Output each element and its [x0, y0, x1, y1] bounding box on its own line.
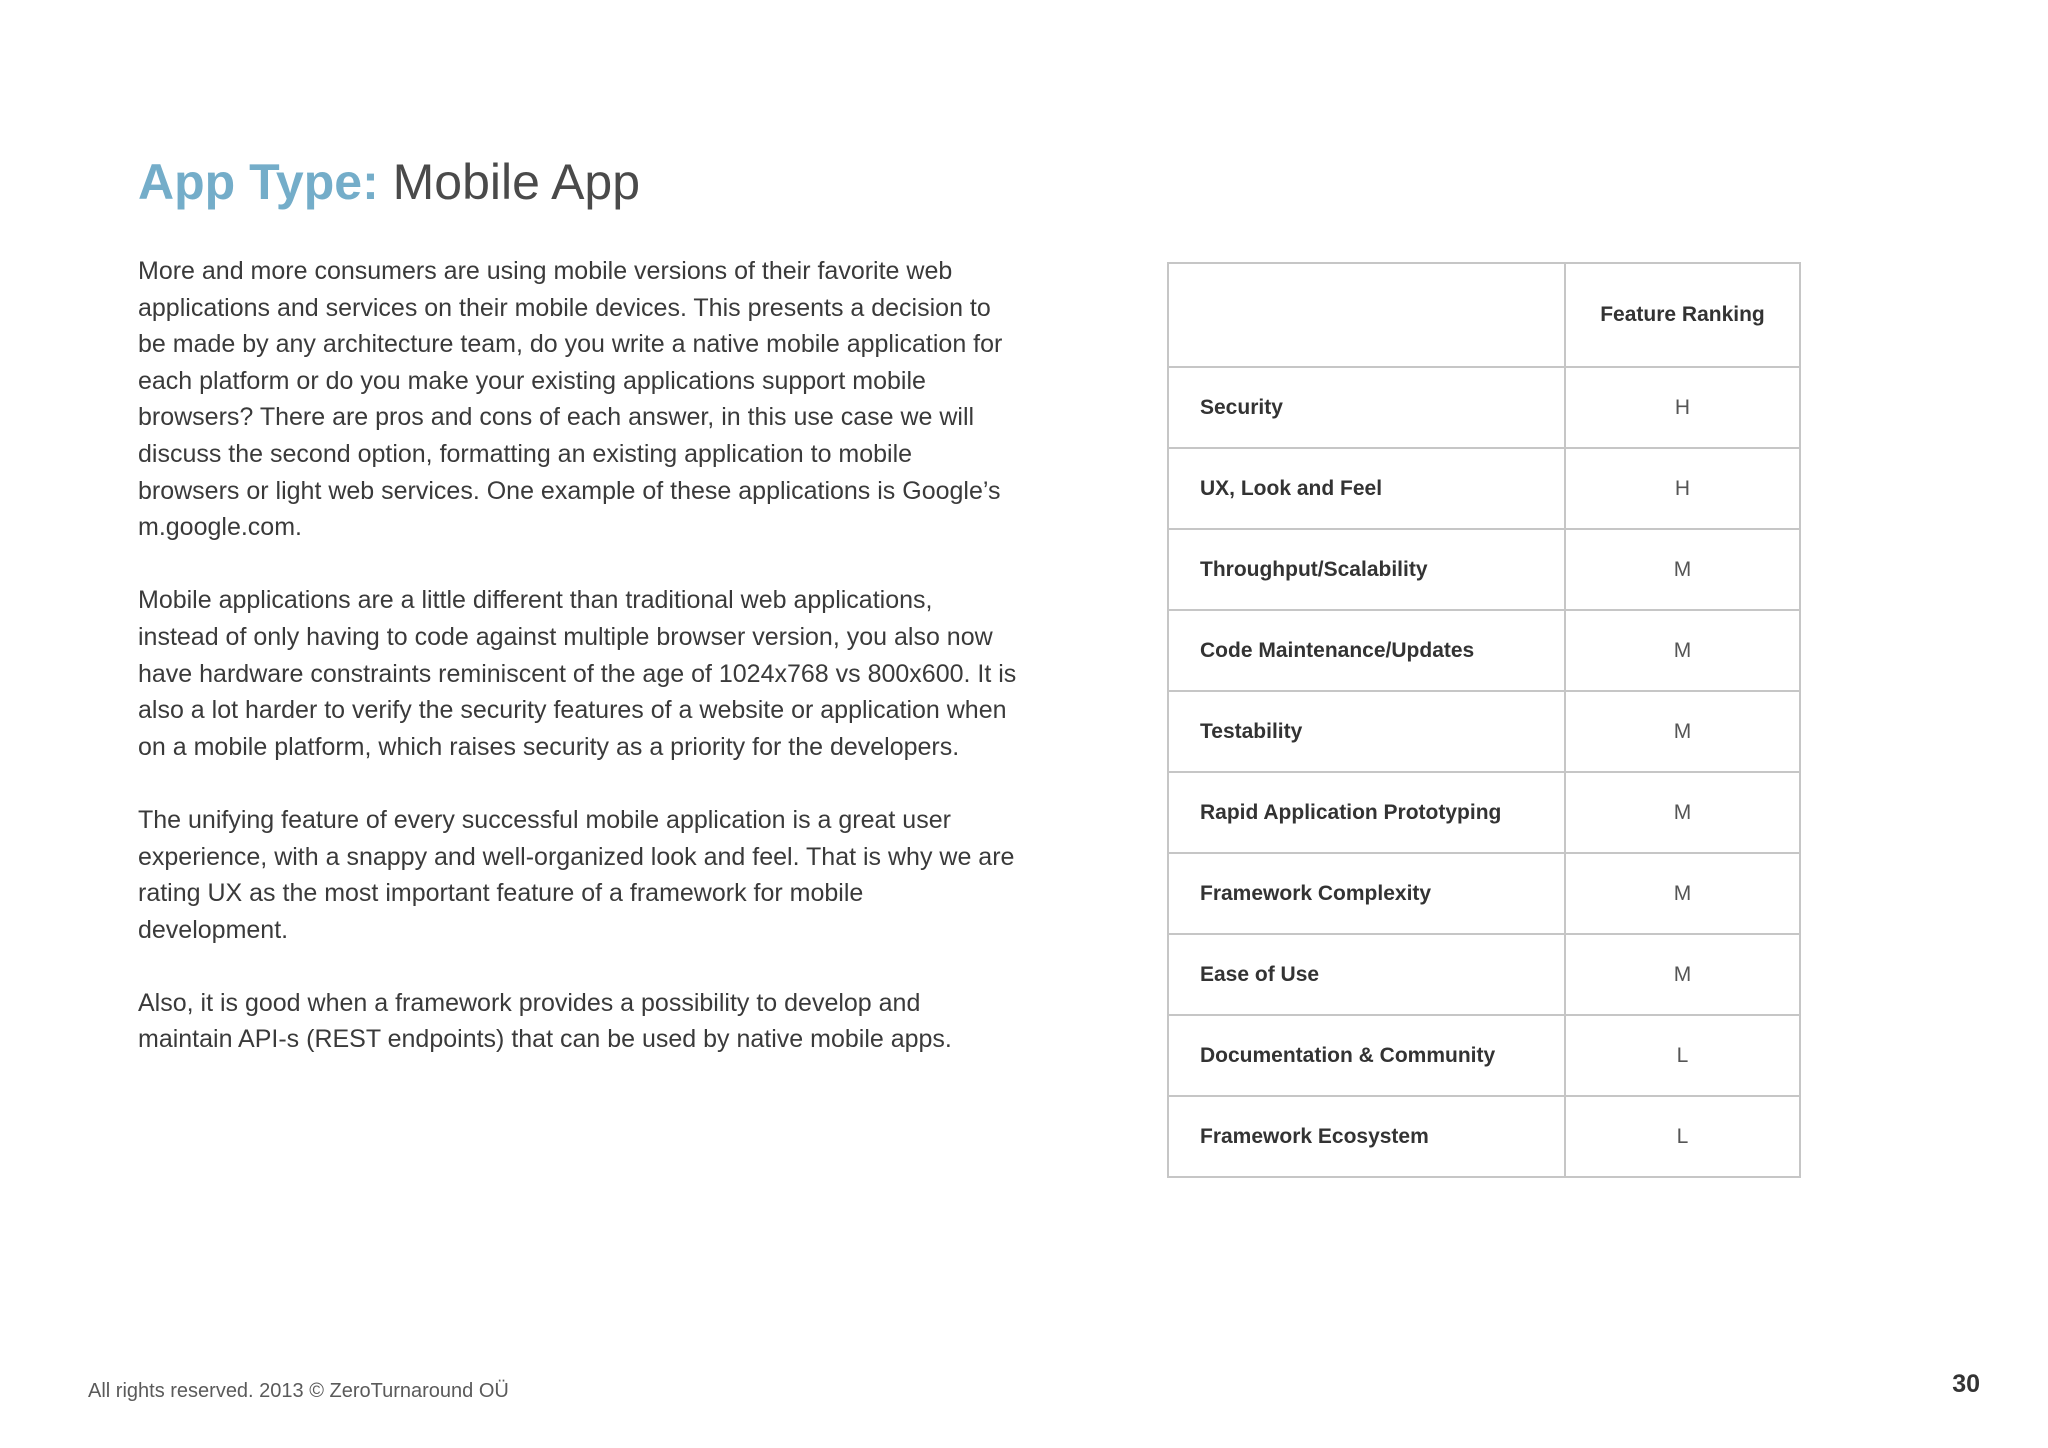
feature-rank-cell: M: [1565, 934, 1800, 1015]
feature-rank-cell: M: [1565, 853, 1800, 934]
table-row: [1168, 691, 1800, 772]
table-row: [1168, 772, 1800, 853]
feature-rank-cell: L: [1565, 1096, 1800, 1177]
feature-rank-cell: H: [1565, 448, 1800, 529]
feature-rank-cell: M: [1565, 610, 1800, 691]
feature-name-cell: Security: [1168, 367, 1565, 448]
table-row: [1168, 367, 1800, 448]
paragraph: The unifying feature of every successful mobile application is a great user experience, with a snappy and well-organized look and feel. That is why we are rating UX as the most important feature of a framework for mobile development.: [138, 805, 1015, 944]
feature-rank-cell: M: [1565, 529, 1800, 610]
feature-ranking-table: [1167, 262, 1801, 1178]
body-text: [138, 253, 1018, 1095]
feature-name-cell: Testability: [1168, 691, 1565, 772]
page-title: [138, 150, 640, 214]
paragraph: Also, it is good when a framework provides a possibility to develop and maintain API-s (REST endpoints) that can be used by native mobile apps.: [138, 988, 952, 1054]
feature-name-cell: Framework Ecosystem: [1168, 1096, 1565, 1177]
page-number: 30: [1952, 1370, 1980, 1398]
feature-name-cell: UX, Look and Feel: [1168, 448, 1565, 529]
feature-rank-cell: L: [1565, 1015, 1800, 1096]
footer-copyright: All rights reserved. 2013 © ZeroTurnaround OÜ: [88, 1380, 509, 1402]
table-row: [1168, 1096, 1800, 1177]
paragraph: Mobile applications are a little different than traditional web applications, instead of only having to code against multiple browser version, you also now have hardware constraints reminiscent of the age of 1024x768 vs 800x600. It is also a lot harder to verify the security features of a website or application when on a mobile platform, which raises security as a priority for the developers.: [138, 586, 1017, 761]
table-row: [1168, 610, 1800, 691]
title-value: Mobile App: [392, 154, 641, 210]
paragraph: More and more consumers are using mobile versions of their favorite web applications and services on their mobile devices. This presents a decision to be made by any architecture team, do you write a native mobile application for each platform or do you make your existing applications support mobile browsers? There are pros and cons of each answer, in this use case we will discuss the second option, formatting an existing application to mobile browsers or light web services. One example of these applications is Google’s m.google.com.: [138, 257, 1003, 542]
feature-name-cell: Ease of Use: [1168, 934, 1565, 1015]
feature-rank-cell: H: [1565, 367, 1800, 448]
feature-name-cell: Throughput/Scalability: [1168, 529, 1565, 610]
feature-name-cell: Rapid Application Prototyping: [1168, 772, 1565, 853]
feature-rank-cell: M: [1565, 691, 1800, 772]
table-row: [1168, 853, 1800, 934]
table-header-row: [1168, 263, 1800, 367]
table-header-empty-cell: [1168, 263, 1565, 367]
table-row: [1168, 448, 1800, 529]
table-row: [1168, 934, 1800, 1015]
table-row: [1168, 1015, 1800, 1096]
table-row: [1168, 529, 1800, 610]
table-header-feature-ranking: Feature Ranking: [1565, 263, 1800, 367]
feature-name-cell: Documentation & Community: [1168, 1015, 1565, 1096]
feature-rank-cell: M: [1565, 772, 1800, 853]
title-label: App Type:: [138, 154, 379, 210]
feature-name-cell: Code Maintenance/Updates: [1168, 610, 1565, 691]
feature-name-cell: Framework Complexity: [1168, 853, 1565, 934]
